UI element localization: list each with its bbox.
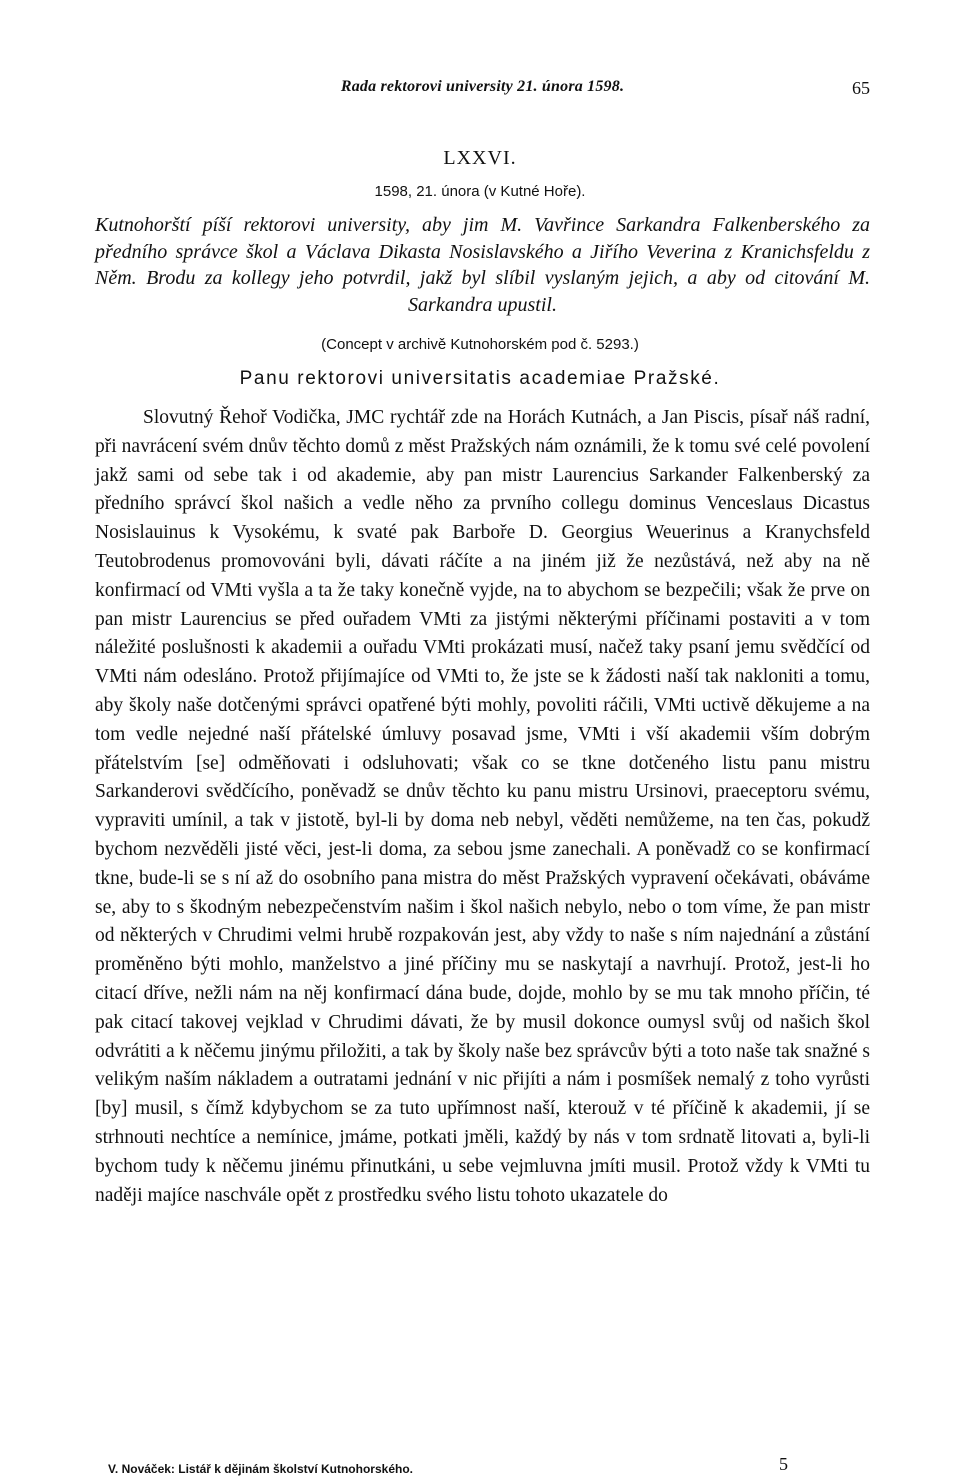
letter-address: Panu rektorovi universitatis academiae Pražské. bbox=[239, 368, 721, 389]
footer-source: V. Nováček: Listář k dějinám školství Kutnohorského. bbox=[108, 1462, 413, 1476]
running-title: Rada rektorovi university 21. února 1598. bbox=[340, 78, 625, 95]
signature-mark: 5 bbox=[779, 1454, 788, 1474]
page-footer bbox=[108, 1454, 870, 1484]
document-regest: Kutnohorští píší rektorovi university, aby jim M. Vavřince Sarkandra Falkenberského za předního správce škol a Václava Dikasta Nosislavského a Jiřího Veverina z Kranichsfeldu z Něm. Brodu za kollegy jeho potvrdil, jakž byl slíbil vyslaným jejich, a aby od citování M. Sarkandra upustil. bbox=[95, 214, 870, 316]
page-number: 65 bbox=[852, 78, 870, 98]
letter-body: Slovutný Řehoř Vodička, JMC rychtář zde na Horách Kutnách, a Jan Piscis, písař náš radní, při navrácení svém dnův těchto domů z měst Pražských nám oznámili, že k tomu své celé povolení jakž sami od sebe tak i od akademie, aby pan mistr Laurencius Sarkander Falkenberský za předního správcí škol našich a vedle něho za prvního collegu dominus Venceslaus Dicastus Nosislauinus k Vysokému, k svaté pak Barboře D. Georgius Weuerinus a Kranychsfeld Teutobrodenus promovováni byli, dávati ráčíte a na jiném již že nezůstává, než aby na ně konfirmací od VMti vyšla a ta že taky konečně vyjde, na to abychom se bezpečili; však že prve on pan mistr Laurencius se před ouřadem VMti za jistými některými příčinami postaviti a v tom náležité poslušnosti k akademii a ouřadu VMti prokázati musí, načež taky psaní jemu svědčící od VMti nám odesláno. Protož přijímajíce od VMti to, že jste se k žádosti naší tak nakloniti a tomu, aby školy naše dotčenými správci opatřené býti mohly, povoliti ráčili, VMti uctivě děkujeme a na tom vedle nejedné naší přátelské úmluvy posavad jsme, VMti i vší akademii vším dobrým přátelstvím [se] odměňovati i odsluhovati; však co se tkne dotčeného listu panu mistru Sarkanderovi svědčícího, poněvadž se dnův těchto ku panu mistru Ursinovi, praeceptoru svému, vypraviti umínil, a tak v jistotě, byl-li by doma neb nebyl, věděti nemůžeme, na ten čas, pokudž bychom nezvěděli jisté věci, jest-li doma, za sebou jsme zanechali. A poněvadž co se konfirmací tkne, bude-li se s ní až do osobního pana mistra do měst Pražských vypravení očekávati, obáváme se, aby to s škodným nebezpečenstvím našim i škol našich nebylo, nebo o tom víme, že pan mistr od některých v Chrudimi velmi hrubě rozpakován jest, aby vždy to naše s ním najednání a zůstání proměněno býti mohlo, manželstvo a jiné příčiny mu se naskytají a navrhují. Protož, jest-li ho citací dříve, nežli nám na něj konfirmací dána bude, dojde, mohlo by se mu tak mnoho příčin, té pak citací takovej vejklad v Chrudimi dávati, že by musil dokonce oumysl svůj od našich škol odvrátiti a k něčemu jinýmu přiložiti, a tak by školy naše bez správcův býti a toto naše tak snažné s velikým naším nákladem a outratami jednání v nic přijíti a nám i posmíšek nemalý z toho vyrůsti [by] musil, s čímž kdybychom se za tuto upřímnost naší, kterouž v té příčině k akademii, jí se strhnouti nechtíce a nemínice, jmáme, potkati jměli, každý by nás v tom srdnatě litovati a, byli-li bychom tudy k něčemu jinému přinutkáni, u sebe vejmluvna jmíti musil. Protož vždy k VMti tu naději majíce naschvále opět z prostředku svého listu tohoto ukazatele do bbox=[95, 407, 870, 1206]
document-date-place: 1598, 21. února (v Kutné Hoře). bbox=[374, 183, 586, 200]
running-head bbox=[95, 78, 870, 106]
document-number: LXXVI. bbox=[443, 147, 517, 169]
source-note: (Concept v archivě Kutnohorském pod č. 5293.) bbox=[321, 336, 639, 353]
